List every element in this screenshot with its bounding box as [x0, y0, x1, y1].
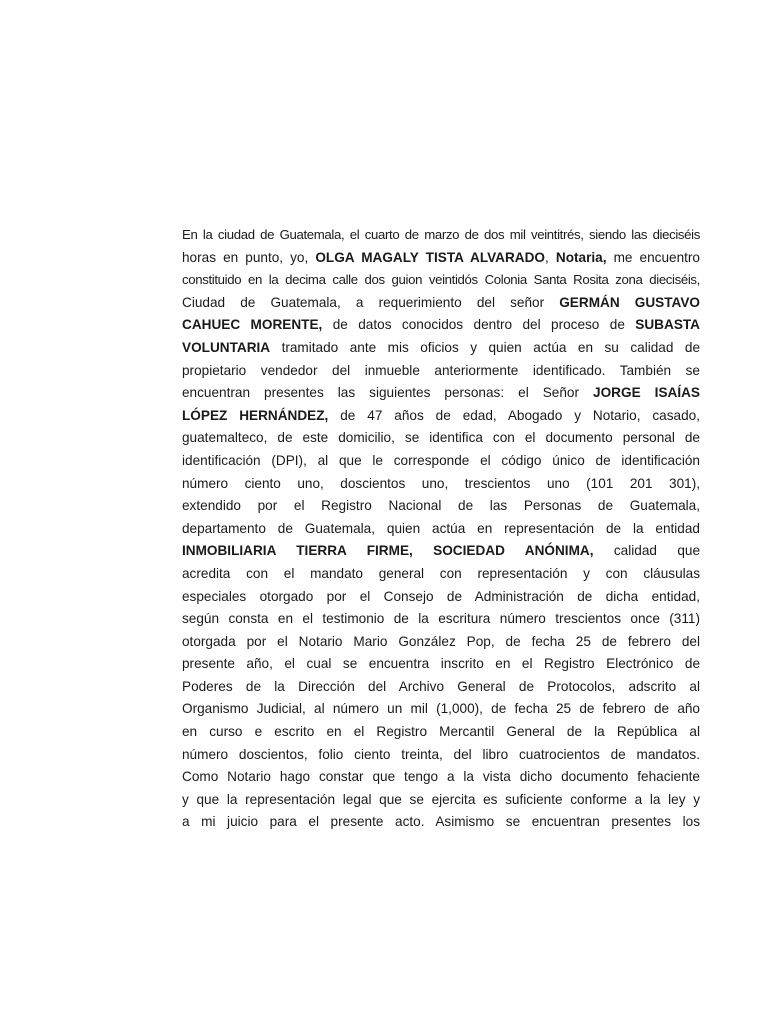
text-segment: Como Notario hago constar que tengo a la vista dicho documento fehaciente	[182, 769, 700, 785]
text-segment: acredita con el mandato general con representación y con cláusulas	[182, 565, 700, 581]
document-line	[182, 247, 700, 270]
text-segment: Poderes de la Dirección del Archivo General de Protocolos, adscrito al	[182, 678, 700, 694]
document-line	[182, 766, 700, 789]
bold-text-segment: INMOBILIARIA TIERRA FIRME, SOCIEDAD ANÓNIMA,	[182, 543, 594, 559]
document-line	[182, 540, 700, 563]
bold-text-segment: VOLUNTARIA	[182, 339, 271, 355]
text-segment: en curso e escrito en el Registro Mercantil General de la República al	[182, 724, 700, 740]
document-line	[182, 811, 700, 834]
text-segment: propietario vendedor del inmueble anteriormente identificado. También se	[182, 362, 700, 378]
text-segment: identificación (DPI), al que le corresponde el código único de identificación	[182, 452, 700, 468]
document-line	[182, 269, 700, 292]
document-line	[182, 292, 700, 315]
text-segment: extendido por el Registro Nacional de las Personas de Guatemala,	[182, 498, 700, 514]
text-segment: encuentran presentes las siguientes personas: el Señor	[182, 385, 594, 401]
document-line	[182, 698, 700, 721]
document-line	[182, 676, 700, 699]
text-segment: calidad que	[593, 543, 700, 559]
text-segment: a mi juicio para el presente acto. Asimismo se encuentran presentes los	[182, 814, 700, 830]
document-line	[182, 337, 700, 360]
text-segment: En la ciudad de Guatemala, el cuarto de marzo de dos mil veintitrés, siendo las dieciséis	[182, 227, 700, 242]
document-body	[182, 224, 700, 834]
text-segment: ,	[545, 249, 556, 265]
text-segment: otorgada por el Notario Mario González Pop, de fecha 25 de febrero del	[182, 633, 700, 649]
bold-text-segment: GERMÁN GUSTAVO	[559, 294, 700, 310]
text-segment: tramitado ante mis oficios y quien actúa en su calidad de	[270, 339, 700, 355]
text-segment: me encuentro	[606, 249, 700, 265]
document-line	[182, 789, 700, 812]
document-line	[182, 450, 700, 473]
document-line	[182, 405, 700, 428]
document-line	[182, 314, 700, 337]
document-line	[182, 473, 700, 496]
text-segment: número ciento uno, doscientos uno, trescientos uno (101 201 301),	[182, 475, 700, 491]
bold-text-segment: JORGE ISAÍAS	[593, 385, 700, 401]
document-line	[182, 653, 700, 676]
text-segment: según consta en el testimonio de la escritura número trescientos once (311)	[182, 611, 700, 627]
text-segment: y que la representación legal que se ejercita es suficiente conforme a la ley y	[182, 791, 700, 807]
document-line	[182, 563, 700, 586]
bold-text-segment: OLGA MAGALY TISTA ALVARADO	[315, 249, 546, 265]
document-line	[182, 518, 700, 541]
text-segment: horas en punto, yo,	[182, 249, 316, 265]
text-segment: presente año, el cual se encuentra inscrito en el Registro Electrónico de	[182, 656, 700, 672]
text-segment: de 47 años de edad, Abogado y Notario, casado,	[328, 407, 700, 423]
text-segment: Organismo Judicial, al número un mil (1,000), de fecha 25 de febrero de año	[182, 701, 700, 717]
text-segment: número doscientos, folio ciento treinta, del libro cuatrocientos de mandatos.	[182, 746, 700, 762]
text-segment: constituido en la decima calle dos guion veintidós Colonia Santa Rosita zona dieciséis,	[182, 272, 700, 288]
document-line	[182, 224, 700, 247]
document-line	[182, 608, 700, 631]
document-line	[182, 586, 700, 609]
text-segment: departamento de Guatemala, quien actúa en representación de la entidad	[182, 520, 700, 536]
document-line	[182, 721, 700, 744]
bold-text-segment: CAHUEC MORENTE,	[182, 317, 323, 333]
text-segment: guatemalteco, de este domicilio, se identifica con el documento personal de	[182, 430, 700, 446]
bold-text-segment: SUBASTA	[635, 317, 700, 333]
document-line	[182, 631, 700, 654]
document-line	[182, 495, 700, 518]
document-line	[182, 427, 700, 450]
bold-text-segment: Notaria,	[555, 249, 607, 265]
text-segment: Ciudad de Guatemala, a requerimiento del señor	[182, 294, 560, 310]
text-segment: de datos conocidos dentro del proceso de	[322, 317, 636, 333]
document-line	[182, 360, 700, 383]
document-line	[182, 382, 700, 405]
bold-text-segment: LÓPEZ HERNÁNDEZ,	[182, 407, 329, 423]
text-segment: especiales otorgado por el Consejo de Administración de dicha entidad,	[182, 588, 700, 604]
document-line	[182, 744, 700, 767]
